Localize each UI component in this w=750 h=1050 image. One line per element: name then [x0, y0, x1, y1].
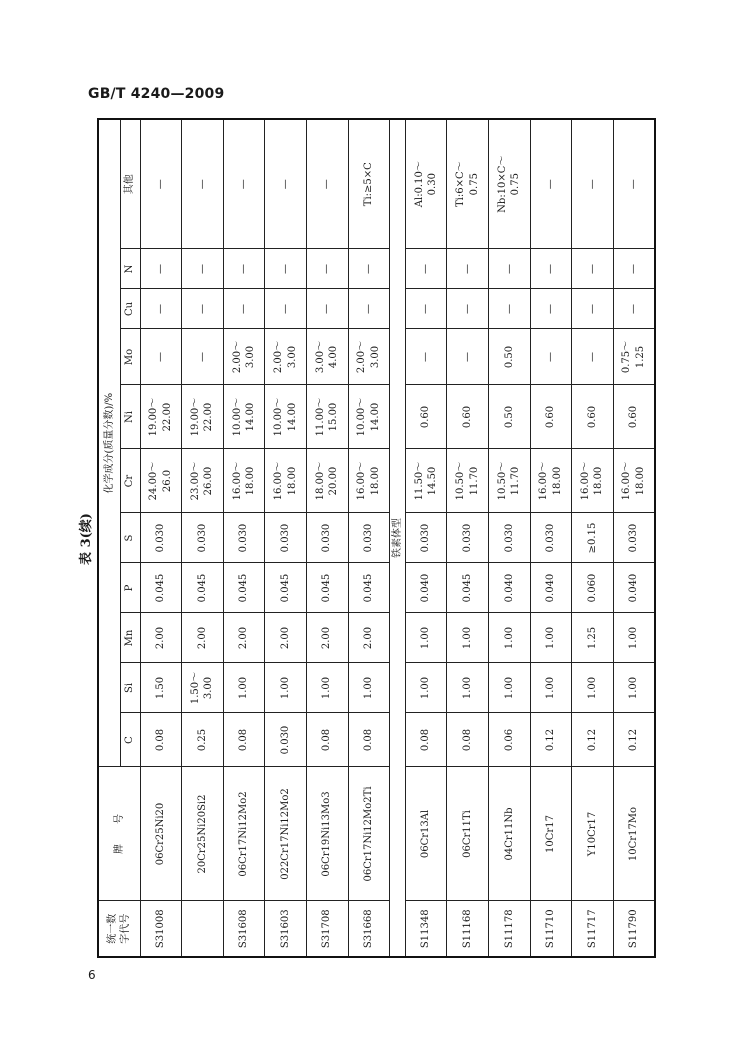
value-cell: 1.00	[405, 613, 447, 663]
value-cell: —	[223, 289, 265, 329]
table-row	[530, 119, 572, 957]
value-cell: Ti:≥5×C	[348, 119, 390, 249]
code-cell: S11790	[613, 901, 655, 957]
value-cell: 0.045	[447, 563, 489, 613]
value-cell: 10.00～ 14.00	[265, 385, 307, 449]
value-cell: 2.00～ 3.00	[223, 329, 265, 385]
value-cell: —	[447, 249, 489, 289]
value-cell: —	[572, 289, 614, 329]
grade-cell: 06Cr13Al	[405, 767, 447, 901]
value-cell: 0.60	[530, 385, 572, 449]
value-cell: —	[613, 289, 655, 329]
value-cell: 19.00～ 22.00	[140, 385, 182, 449]
table-body	[140, 119, 655, 957]
element-header: Mo	[120, 329, 140, 385]
element-header: Si	[120, 663, 140, 713]
value-cell: —	[572, 329, 614, 385]
value-cell: 0.030	[182, 513, 224, 563]
grade-cell: 06Cr17Ni12Mo2	[223, 767, 265, 901]
code-cell	[182, 901, 224, 957]
value-cell: 1.00	[530, 613, 572, 663]
element-header: S	[120, 513, 140, 563]
value-cell: 0.045	[223, 563, 265, 613]
value-cell: —	[348, 249, 390, 289]
value-cell: 0.25	[182, 713, 224, 767]
value-cell: 0.030	[348, 513, 390, 563]
value-cell: —	[530, 119, 572, 249]
value-cell: 0.030	[140, 513, 182, 563]
value-cell: 0.045	[182, 563, 224, 613]
code-cell: S11717	[572, 901, 614, 957]
value-cell: 0.08	[348, 713, 390, 767]
value-cell: —	[530, 329, 572, 385]
value-cell: 19.00～ 22.00	[182, 385, 224, 449]
value-cell: —	[140, 119, 182, 249]
value-cell: Nb:10×C～ 0.75	[488, 119, 530, 249]
table-row	[447, 119, 489, 957]
value-cell: 0.030	[530, 513, 572, 563]
value-cell: 0.040	[613, 563, 655, 613]
value-cell: 1.00	[348, 663, 390, 713]
value-cell: 0.040	[405, 563, 447, 613]
value-cell: —	[223, 119, 265, 249]
element-header: 其他	[120, 119, 140, 249]
value-cell: 0.045	[140, 563, 182, 613]
value-cell: 0.040	[530, 563, 572, 613]
table-row	[306, 119, 348, 957]
value-cell: —	[572, 249, 614, 289]
code-cell: S31008	[140, 901, 182, 957]
table-title: 表 3(续)	[79, 513, 94, 565]
value-cell: —	[265, 289, 307, 329]
grade-cell: 06Cr17Ni12Mo2Ti	[348, 767, 390, 901]
value-cell: 1.00	[265, 663, 307, 713]
value-cell: 23.00～ 26.00	[182, 449, 224, 513]
value-cell: 0.045	[265, 563, 307, 613]
value-cell: —	[348, 289, 390, 329]
value-cell: 0.040	[488, 563, 530, 613]
value-cell: 0.030	[447, 513, 489, 563]
value-cell: 0.06	[488, 713, 530, 767]
value-cell: —	[488, 249, 530, 289]
table-row	[140, 119, 182, 957]
table-row	[348, 119, 390, 957]
grade-cell: 06Cr25Ni20	[140, 767, 182, 901]
value-cell: —	[182, 249, 224, 289]
value-cell: 2.00～ 3.00	[348, 329, 390, 385]
page-number: 6	[88, 968, 96, 982]
value-cell: —	[447, 289, 489, 329]
value-cell: 16.00～ 18.00	[530, 449, 572, 513]
value-cell: —	[530, 249, 572, 289]
value-cell: —	[447, 329, 489, 385]
value-cell: 16.00～ 18.00	[348, 449, 390, 513]
value-cell: 0.12	[572, 713, 614, 767]
value-cell: Ti:6×C～ 0.75	[447, 119, 489, 249]
value-cell: 1.50	[140, 663, 182, 713]
section-row	[390, 119, 406, 957]
grade-cell: 10Cr17Mo	[613, 767, 655, 901]
standard-header: GB/T 4240—2009	[88, 86, 225, 102]
value-cell: 0.08	[405, 713, 447, 767]
section-label: 铁素体型	[390, 119, 406, 957]
value-cell: 0.030	[265, 513, 307, 563]
value-cell: 1.00	[613, 663, 655, 713]
grade-cell: 022Cr17Ni12Mo2	[265, 767, 307, 901]
grade-cell: 20Cr25Ni20Si2	[182, 767, 224, 901]
value-cell: 0.030	[613, 513, 655, 563]
value-cell: —	[306, 119, 348, 249]
value-cell: 1.25	[572, 613, 614, 663]
grade-cell: 06Cr19Ni13Mo3	[306, 767, 348, 901]
value-cell: 0.030	[306, 513, 348, 563]
value-cell: Al:0.10～ 0.30	[405, 119, 447, 249]
value-cell: 1.00	[530, 663, 572, 713]
value-cell: 1.00	[306, 663, 348, 713]
table-row	[223, 119, 265, 957]
value-cell: 0.060	[572, 563, 614, 613]
value-cell: 11.00～ 15.00	[306, 385, 348, 449]
value-cell: 24.00～ 26.0	[140, 449, 182, 513]
value-cell: 0.12	[530, 713, 572, 767]
value-cell: 10.50～ 11.70	[447, 449, 489, 513]
value-cell: 1.00	[488, 613, 530, 663]
value-cell: 11.50～ 14.50	[405, 449, 447, 513]
value-cell: 2.00	[348, 613, 390, 663]
element-header: Cu	[120, 289, 140, 329]
value-cell: 1.00	[488, 663, 530, 713]
value-cell: —	[306, 249, 348, 289]
value-cell: —	[405, 329, 447, 385]
value-cell: 0.08	[306, 713, 348, 767]
element-header: C	[120, 713, 140, 767]
value-cell: —	[265, 249, 307, 289]
table-row	[488, 119, 530, 957]
col-header-composition: 化学成分(质量分数)/%	[98, 119, 120, 767]
composition-table	[97, 118, 656, 958]
grade-cell: 06Cr11Ti	[447, 767, 489, 901]
code-cell: S31708	[306, 901, 348, 957]
element-header: Cr	[120, 449, 140, 513]
value-cell: —	[405, 249, 447, 289]
value-cell: —	[265, 119, 307, 249]
value-cell: —	[488, 289, 530, 329]
value-cell: 2.00	[306, 613, 348, 663]
rotated-table-block	[79, 120, 656, 958]
value-cell: —	[140, 329, 182, 385]
value-cell: 0.08	[223, 713, 265, 767]
value-cell: 1.00	[405, 663, 447, 713]
value-cell: —	[572, 119, 614, 249]
value-cell: 0.75～ 1.25	[613, 329, 655, 385]
value-cell: —	[182, 289, 224, 329]
table-row	[572, 119, 614, 957]
value-cell: 0.60	[613, 385, 655, 449]
value-cell: 2.00	[140, 613, 182, 663]
value-cell: —	[613, 119, 655, 249]
value-cell: —	[140, 289, 182, 329]
value-cell: 10.00～ 14.00	[348, 385, 390, 449]
value-cell: 2.00	[182, 613, 224, 663]
value-cell: 0.045	[348, 563, 390, 613]
value-cell: 1.00	[447, 613, 489, 663]
table-row	[182, 119, 224, 957]
value-cell: 3.00～ 4.00	[306, 329, 348, 385]
code-cell: S11178	[488, 901, 530, 957]
value-cell: —	[306, 289, 348, 329]
code-cell: S11348	[405, 901, 447, 957]
grade-cell: 10Cr17	[530, 767, 572, 901]
grade-cell: 04Cr11Nb	[488, 767, 530, 901]
value-cell: 16.00～ 18.00	[223, 449, 265, 513]
value-cell: 1.00	[447, 663, 489, 713]
col-header-grade: 牌 号	[98, 767, 140, 901]
table-row	[613, 119, 655, 957]
value-cell: 2.00	[265, 613, 307, 663]
value-cell: 0.08	[140, 713, 182, 767]
value-cell: 10.50～ 11.70	[488, 449, 530, 513]
value-cell: 0.030	[265, 713, 307, 767]
code-cell: S31608	[223, 901, 265, 957]
value-cell: 16.00～ 18.00	[613, 449, 655, 513]
value-cell: 0.030	[405, 513, 447, 563]
value-cell: 0.08	[447, 713, 489, 767]
code-cell: S31668	[348, 901, 390, 957]
value-cell: 1.00	[613, 613, 655, 663]
element-header: Ni	[120, 385, 140, 449]
col-header-code: 统一数 字代号	[98, 901, 140, 957]
value-cell: 1.50～ 3.00	[182, 663, 224, 713]
grade-cell: Y10Cr17	[572, 767, 614, 901]
value-cell: 0.60	[572, 385, 614, 449]
value-cell: 16.00～ 18.00	[265, 449, 307, 513]
code-cell: S11168	[447, 901, 489, 957]
value-cell: 0.50	[488, 385, 530, 449]
value-cell: 18.00～ 20.00	[306, 449, 348, 513]
table-row	[405, 119, 447, 957]
table-row	[265, 119, 307, 957]
value-cell: 10.00～ 14.00	[223, 385, 265, 449]
value-cell: —	[613, 249, 655, 289]
value-cell: 2.00	[223, 613, 265, 663]
value-cell: 0.030	[223, 513, 265, 563]
value-cell: —	[182, 329, 224, 385]
value-cell: 0.60	[405, 385, 447, 449]
value-cell: 0.030	[488, 513, 530, 563]
code-cell: S11710	[530, 901, 572, 957]
value-cell: 1.00	[223, 663, 265, 713]
element-header: N	[120, 249, 140, 289]
value-cell: 16.00～ 18.00	[572, 449, 614, 513]
value-cell: —	[182, 119, 224, 249]
element-header: P	[120, 563, 140, 613]
value-cell: —	[223, 249, 265, 289]
value-cell: ≥0.15	[572, 513, 614, 563]
value-cell: 0.50	[488, 329, 530, 385]
value-cell: 2.00～ 3.00	[265, 329, 307, 385]
value-cell: 1.00	[572, 663, 614, 713]
value-cell: —	[530, 289, 572, 329]
value-cell: —	[405, 289, 447, 329]
value-cell: —	[140, 249, 182, 289]
element-header: Mn	[120, 613, 140, 663]
value-cell: 0.60	[447, 385, 489, 449]
value-cell: 0.045	[306, 563, 348, 613]
value-cell: 0.12	[613, 713, 655, 767]
code-cell: S31603	[265, 901, 307, 957]
